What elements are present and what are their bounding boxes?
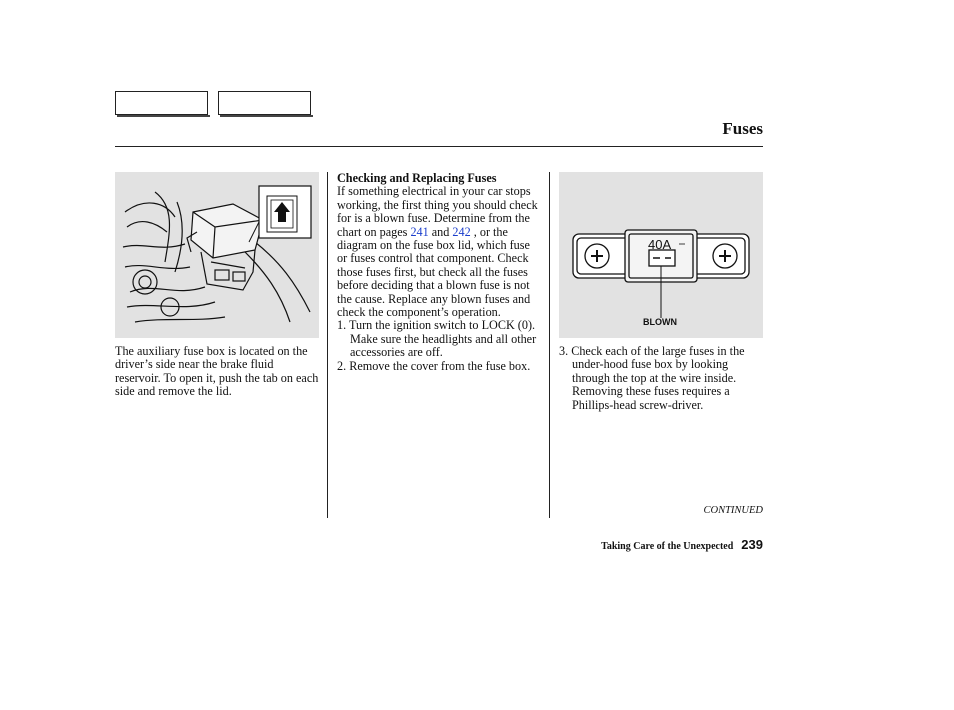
aux-fuse-box-caption: The auxiliary fuse box is located on the driver’s side near the brake fluid reservoir. To open it, push the tab on each side and remove the lid. — [115, 344, 319, 399]
continued-label: CONTINUED — [703, 505, 763, 516]
page-title: Fuses — [722, 119, 763, 138]
blown-fuse-illustration — [559, 172, 763, 338]
fuse-drawing — [559, 172, 763, 338]
fuse-amp-label: 40A — [648, 237, 672, 252]
page-link-241[interactable]: 241 — [410, 224, 429, 239]
checking-fuses-section — [337, 172, 543, 373]
step-1: 1. Turn the ignition switch to LOCK (0). Make sure the headlights and all other accessories are off. — [337, 318, 537, 360]
step-3-column — [559, 345, 765, 424]
footer-section-label: Taking Care of the Unexpected — [601, 541, 734, 552]
column-divider — [549, 172, 550, 518]
intro-paragraph: If something electrical in your car stops working, the first thing you should check for is a blown fuse. Determine from the chart on pages 241 and 242 , or the diagram on the fuse box lid, which fuse or fuses control that component. Check those fuses first, but check all the fuses before deciding that a blown fuse is not the cause. Replace any blown fuses and check the component’s operation. — [337, 184, 538, 320]
step-3: 3. Check each of the large fuses in the under-hood fuse box by looking through the top at the wire inside. Removing these fuses requires a Phillips-head screw-driver. — [559, 344, 745, 412]
page-number: 239 — [741, 537, 763, 552]
engine-bay-drawing — [115, 172, 319, 338]
step-2: 2. Remove the cover from the fuse box. — [337, 358, 531, 373]
blown-label: BLOWN — [643, 317, 677, 327]
column-divider — [327, 172, 328, 518]
page-link-242[interactable]: 242 — [452, 224, 471, 239]
aux-fuse-box-illustration — [115, 172, 319, 338]
nav-tab-1[interactable] — [115, 91, 208, 115]
section-heading: Checking and Replacing Fuses — [337, 171, 497, 185]
page-footer — [601, 537, 763, 552]
title-divider — [115, 146, 763, 147]
nav-tab-2[interactable] — [218, 91, 311, 115]
